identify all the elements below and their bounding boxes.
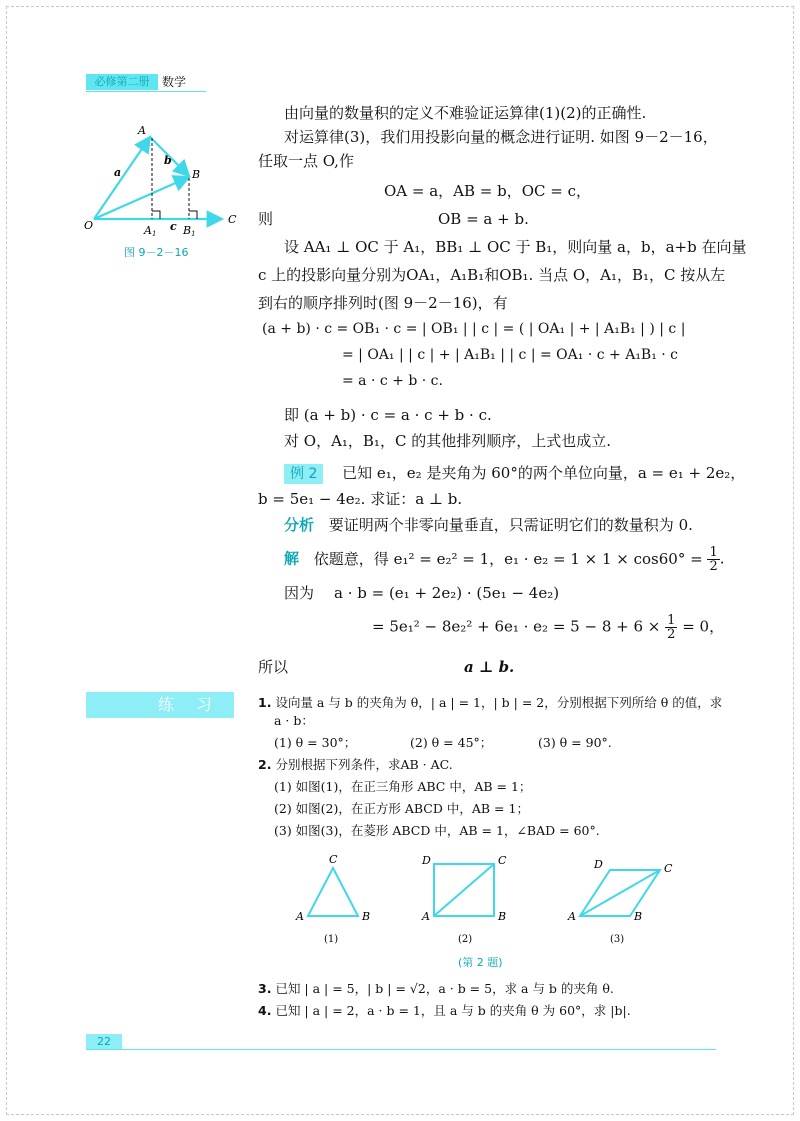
q4-number: 4. <box>258 1003 272 1018</box>
body-line-5: OB = a + b. <box>438 210 529 228</box>
body-line-1: 由向量的数量积的定义不难验证运算律(1)(2)的正确性. <box>284 104 647 122</box>
q4-text: 已知 | a | = 2，a · b = 1，且 a 与 b 的夹角 θ 为 60°，求 |b|. <box>275 1003 631 1018</box>
body-line-4: OA = a，AB = b，OC = c， <box>384 182 592 200</box>
svg-text:C: C <box>664 862 673 875</box>
example-text-1: 已知 e₁，e₂ 是夹角为 60°的两个单位向量，a = e₁ + 2e₂， <box>342 464 746 482</box>
label-C: C <box>228 213 237 226</box>
svg-text:C: C <box>329 853 338 866</box>
fig-label-1: (1) <box>324 934 339 945</box>
subject-label: 数学 <box>162 75 187 89</box>
fig-label-3: (3) <box>610 934 625 945</box>
svg-text:A: A <box>568 910 576 923</box>
q1-text: 设向量 a 与 b 的夹角为 θ，| a | = 1，| b | = 2，分别根据下列所给 θ 的值，求 <box>275 695 723 710</box>
exercise-figures <box>290 846 680 946</box>
analysis-tag: 分析 <box>284 516 315 534</box>
example-tag: 例 2 <box>284 464 323 484</box>
q2-text: 分别根据下列条件，求AB · AC. <box>275 757 453 772</box>
svg-text:A: A <box>422 910 430 923</box>
q3-text: 已知 | a | = 5，| b | = √2，a · b = 5，求 a 与 b 的夹角 θ. <box>275 981 614 996</box>
equilateral-triangle <box>308 868 358 916</box>
exercise-3 <box>258 980 614 998</box>
footer-rule <box>86 1049 716 1050</box>
svg-text:D: D <box>594 858 603 871</box>
solution-text-3: = 5e₁² − 8e₂² + 6e₁ · e₂ = 5 − 8 + 6 × <box>372 617 661 636</box>
example-line-1 <box>284 462 745 484</box>
label-a: a <box>114 166 122 179</box>
svg-text:B: B <box>634 910 643 923</box>
q2-item-2: (2) 如图(2)，在正方形 ABCD 中，AB = 1； <box>274 801 529 816</box>
fig-label-2: (2) <box>458 934 473 945</box>
svg-text:B: B <box>498 910 507 923</box>
q1-option-2: (2) θ = 45°； <box>410 735 493 750</box>
label-A: A <box>138 124 146 137</box>
q3-number: 3. <box>258 981 272 996</box>
header-rule <box>86 91 206 92</box>
equation-2: = | OA₁ | | c | + | A₁B₁ | | c | = OA₁ · c + A₁B₁ · c <box>342 347 679 363</box>
label-b: b <box>164 154 172 167</box>
solution-text-3-end: = 0， <box>682 617 725 636</box>
exercise-title: 练习 <box>86 692 234 718</box>
because-label: 因为 <box>284 584 315 602</box>
solution-text-1: 依题意，得 e₁² = e₂² = 1，e₁ · e₂ = 1 × 1 × cos60° = <box>313 549 703 568</box>
label-B1: B1 <box>183 224 196 238</box>
label-A1: A1 <box>144 224 157 238</box>
q2-item-1: (1) 如图(1)，在正三角形 ABC 中，AB = 1； <box>274 779 532 794</box>
figure-caption: 图 9－2－16 <box>124 246 189 259</box>
book-tag: 必修第二册 <box>86 74 158 90</box>
q1-option-3: (3) θ = 90°. <box>538 735 612 750</box>
label-O: O <box>84 219 94 232</box>
fraction-half: $\frac{1}{2}$ <box>709 545 718 574</box>
figure-9-2-16 <box>80 120 250 240</box>
exercise-1 <box>258 694 722 712</box>
body-line-6: 设 AA₁ ⊥ OC 于 A₁，BB₁ ⊥ OC 于 B₁，则向量 a，b，a+b 在向量 <box>284 238 747 256</box>
equation-1: (a + b) · c = OB₁ · c = | OB₁ | | c | = ( | OA₁ | + | A₁B₁ | ) | c | <box>262 321 686 337</box>
equation-3: = a · c + b · c. <box>342 373 443 389</box>
solution-line-3 <box>372 614 724 641</box>
q2-number: 2. <box>258 757 272 772</box>
solution-line-1 <box>284 546 725 573</box>
body-line-9: 即 (a + b) · c = a · c + b · c. <box>284 406 492 424</box>
svg-text:B: B <box>362 910 371 923</box>
solution-line-2: a · b = (e₁ + 2e₂) · (5e₁ − 4e₂) <box>334 584 560 602</box>
label-B: B <box>192 168 201 181</box>
example-line-2: b = 5e₁ − 4e₂. 求证：a ⊥ b. <box>258 490 463 508</box>
page-number: 22 <box>86 1034 122 1050</box>
q1-number: 1. <box>258 695 272 710</box>
analysis-text: 要证明两个非零向量垂直，只需证明它们的数量积为 0. <box>328 516 693 534</box>
svg-text:C: C <box>498 854 507 867</box>
solution-tag: 解 <box>284 549 300 568</box>
body-line-10: 对 O，A₁，B₁，C 的其他排列顺序，上式也成立. <box>284 432 611 450</box>
fraction-half-2: $\frac{1}{2}$ <box>667 613 676 642</box>
q2-item-3: (3) 如图(3)，在菱形 ABCD 中，AB = 1，∠BAD = 60°. <box>274 823 600 838</box>
body-line-8: 到右的顺序排列时(图 9－2－16)，有 <box>258 294 508 312</box>
body-line-7: c 上的投影向量分别为OA₁，A₁B₁和OB₁. 当点 O，A₁，B₁，C 按从左 <box>258 266 726 284</box>
svg-text:D: D <box>422 854 431 867</box>
label-c: c <box>170 220 177 233</box>
so-label: 所以 <box>258 658 289 676</box>
exercise-2 <box>258 756 453 774</box>
svg-text:A: A <box>296 910 304 923</box>
solution-dot: . <box>719 549 725 568</box>
exercise-fig-caption: (第 2 题) <box>458 956 503 969</box>
body-line-3: 任取一点 O,作 <box>258 152 354 170</box>
q1-option-1: (1) θ = 30°； <box>274 735 357 750</box>
exercise-4 <box>258 1002 631 1020</box>
exercise-1b: a · b： <box>274 713 314 728</box>
body-line-2: 对运算律(3)，我们用投影向量的概念进行证明. 如图 9－2－16， <box>284 128 718 146</box>
conclusion: a ⊥ b. <box>464 658 515 676</box>
body-line-5-prefix: 则 <box>258 210 274 228</box>
analysis-line <box>284 514 693 536</box>
